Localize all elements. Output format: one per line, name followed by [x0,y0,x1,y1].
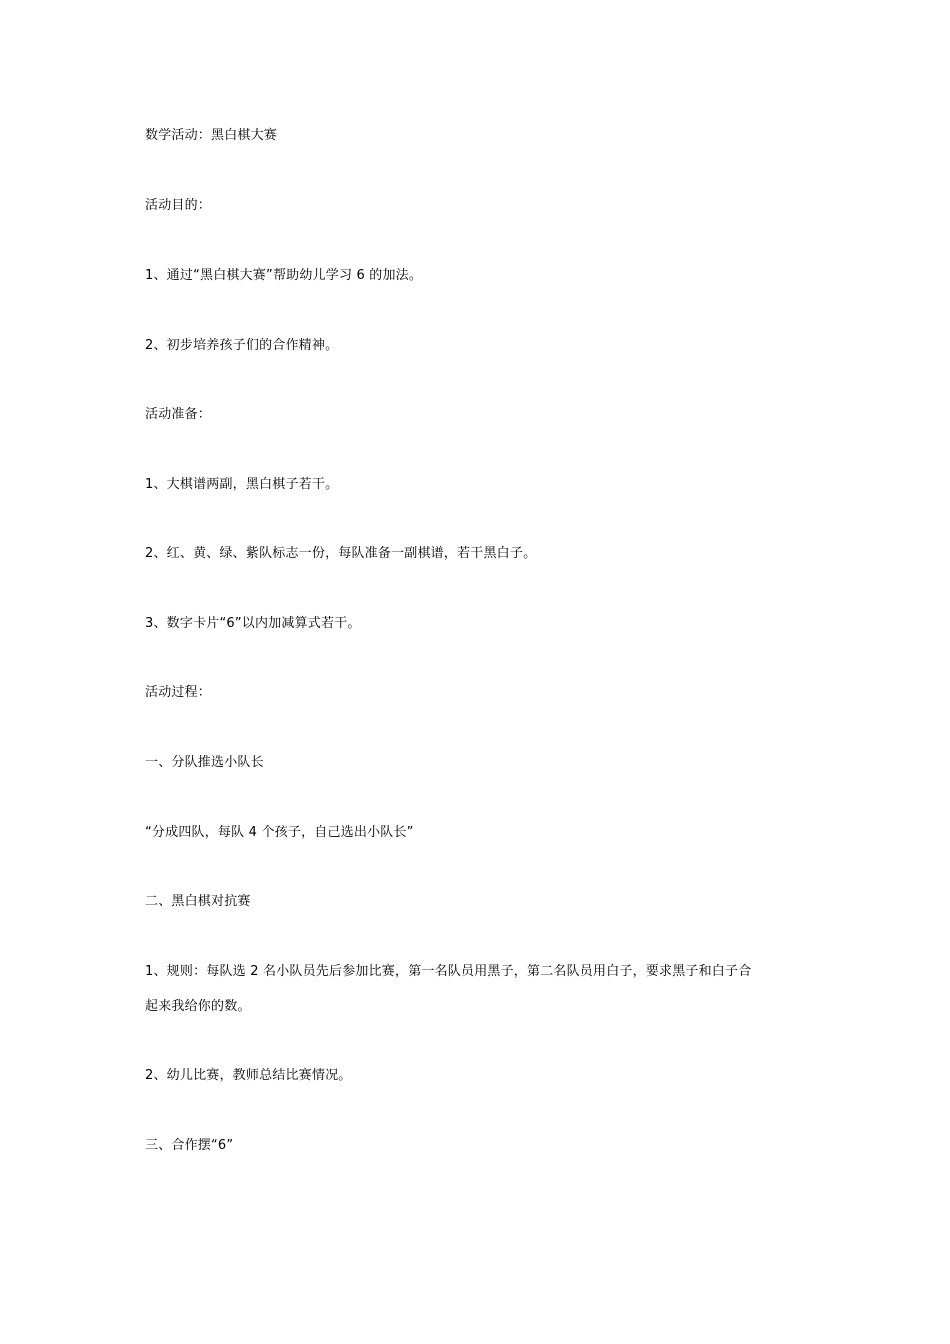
prep-item-3: 3、数字卡片“6”以内加减算式若干。 [145,616,361,631]
step-1-text: “分成四队，每队 4 个孩子，自己选出小队长” [145,825,414,840]
goal-heading: 活动目的： [145,198,212,213]
step-2-rule-line-1: 1、规则：每队选 2 名小队员先后参加比赛，第一名队员用黑子，第二名队员用白子，要求黑子和白子合 [145,964,752,979]
prep-item-1: 1、大棋谱两副，黑白棋子若干。 [145,477,339,492]
prep-item-2: 2、红、黄、绿、紫队标志一份，每队准备一副棋谱，若干黑白子。 [145,546,537,561]
goal-item-2: 2、初步培养孩子们的合作精神。 [145,338,339,353]
goal-item-1: 1、通过“黑白棋大赛”帮助幼儿学习 6 的加法。 [145,268,423,283]
step-1-heading: 一、分队推选小队长 [145,755,264,770]
prep-heading: 活动准备： [145,407,212,422]
step-3-heading: 三、合作摆“6” [145,1138,234,1153]
step-2-rule-line-2: 起来我给你的数。 [145,999,251,1014]
document-title: 数学活动：黑白棋大赛 [145,128,278,143]
process-heading: 活动过程： [145,685,212,700]
step-2-item-2: 2、幼儿比赛，教师总结比赛情况。 [145,1068,352,1083]
step-2-heading: 二、黑白棋对抗赛 [145,894,251,909]
